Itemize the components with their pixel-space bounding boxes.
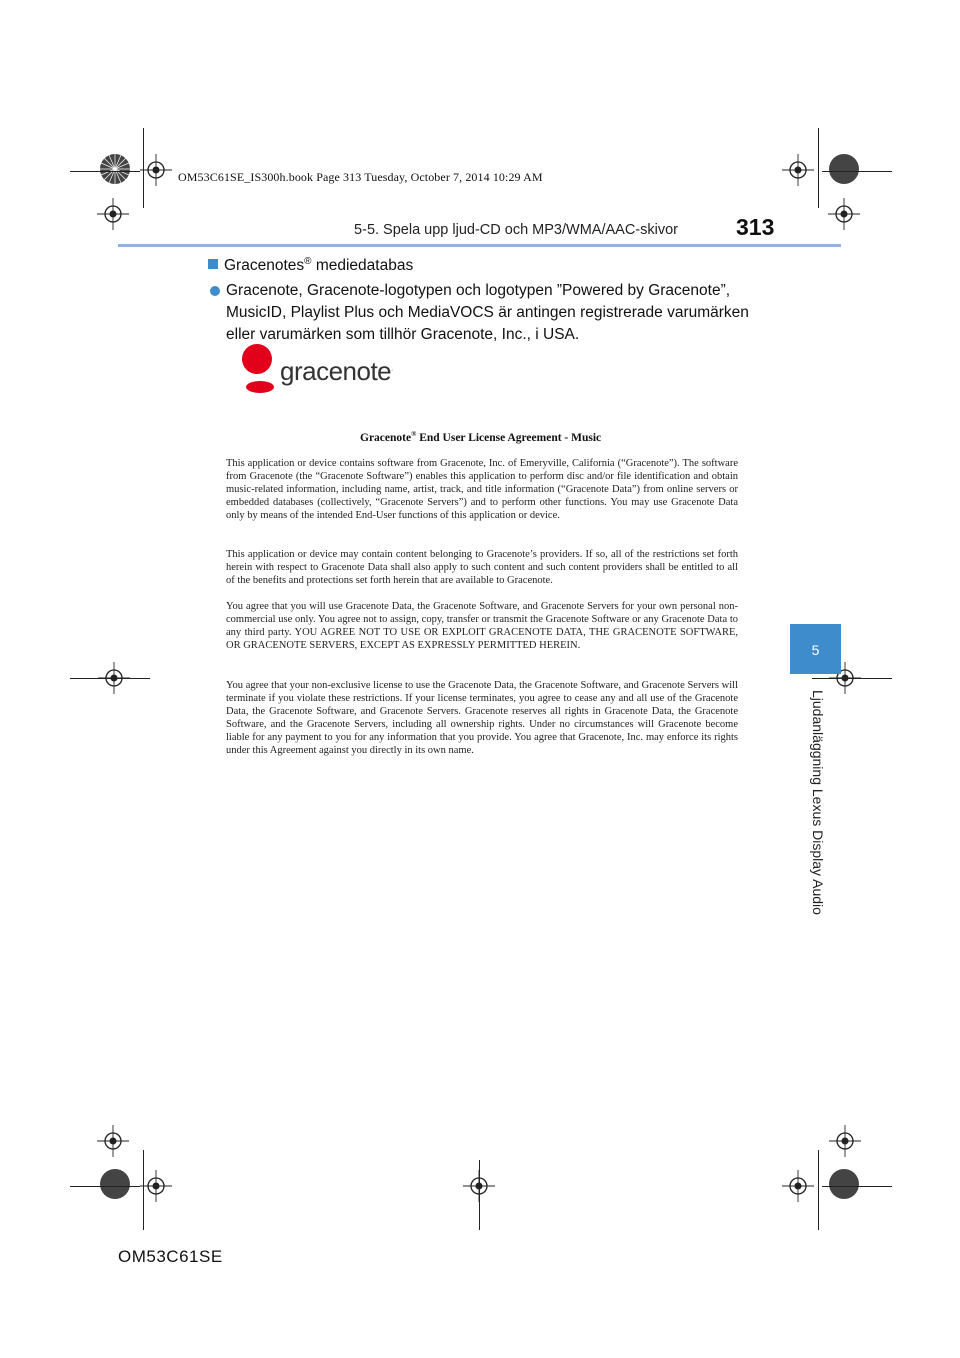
square-bullet-icon [208,259,218,269]
crosshair-icon [97,198,129,230]
registration-target-icon [97,151,133,187]
crosshair-icon [140,154,172,186]
crosshair-icon [782,1170,814,1202]
circle-bullet-icon [210,286,220,296]
license-paragraph-2: This application or device may contain content belonging to Gracenote’s providers. If so, all of the restrictions set forth herein with respect to Gracenote Data shall also apply to such content and such content providers shall be entitled to all of the benefits and protections set forth herein that are available to Gracenote. [226,549,738,586]
license-paragraph-4: You agree that your non-exclusive license to use the Gracenote Data, the Gracenote Software, and Gracenote Servers will terminate if you violate these restrictions. If your license terminates, you agree to cease any and all use of the Gracenote Data, the Gracenote Software, and Gracenote Servers. Gracenote reserves all rights in Gracenote Data, the Gracenote Software, and the Gracenote Servers, including all ownership rights. Under no circumstances will Gracenote become liable for any payment to you for any information that you provide. You agree that Gracenote, Inc. may enforce its rights under this Agreement against you directly in its own name. [226,680,738,756]
section-header-title: 5-5. Spela upp ljud-CD och MP3/WMA/AAC-skivor [354,222,678,238]
gracenote-logo: gracenote. [240,342,420,396]
registration-target-icon [826,151,862,187]
license-paragraph-1: This application or device contains software from Gracenote, Inc. of Emeryville, California (“Gracenote”). The software from Gracenote (the “Gracenote Software”) enables this application to perform disc and/or file identification and obtain music-related information, including name, artist, track, and title information (“Gracenote Data”) from online servers or embedded databases (collectively, “Gracenote Servers”) and to perform other functions. You may use Gracenote Data only by means of the intended End-User functions of this application or device. [226,458,738,521]
gracenote-logo-mark-icon [240,342,280,396]
crosshair-icon [782,154,814,186]
chapter-tab: 5 [790,624,841,674]
chapter-title: Ljudanläggning Lexus Display Audio [810,690,826,915]
page-number: 313 [736,214,775,240]
crosshair-icon [828,198,860,230]
crosshair-icon [140,1170,172,1202]
section-heading: Gracenotes® mediedatabas [208,256,413,275]
crosshair-icon [829,1125,861,1157]
crosshair-icon [97,1125,129,1157]
registration-target-icon [826,1166,862,1202]
header-rule [118,244,841,247]
license-title: Gracenote® End User License Agreement - Music [360,430,602,444]
license-paragraph-3: You agree that you will use Gracenote Data, the Gracenote Software, and Gracenote Servers for your own personal non-commercial use only. You agree not to assign, copy, transfer or transmit the Gracenote Software or any Gracenote Data to any third party. YOU AGREE NOT TO USE OR EXPLOIT GRACENOTE DATA, THE GRACENOTE SOFTWARE, OR GRACENOTE SERVERS, EXCEPT AS EXPRESSLY PERMITTED HEREIN. [226,601,738,651]
book-info: OM53C61SE_IS300h.book Page 313 Tuesday, October 7, 2014 10:29 AM [178,170,543,184]
trademark-paragraph: Gracenote, Gracenote-logotypen och logotypen ”Powered by Gracenote”, MusicID, Playlist Plus och MediaVOCS är antingen registrerade varumärken eller varumärken som tillhör Gracenote, Inc., i USA. [210,280,771,346]
manual-code: OM53C61SE [118,1247,223,1266]
registration-target-icon [97,1166,133,1202]
